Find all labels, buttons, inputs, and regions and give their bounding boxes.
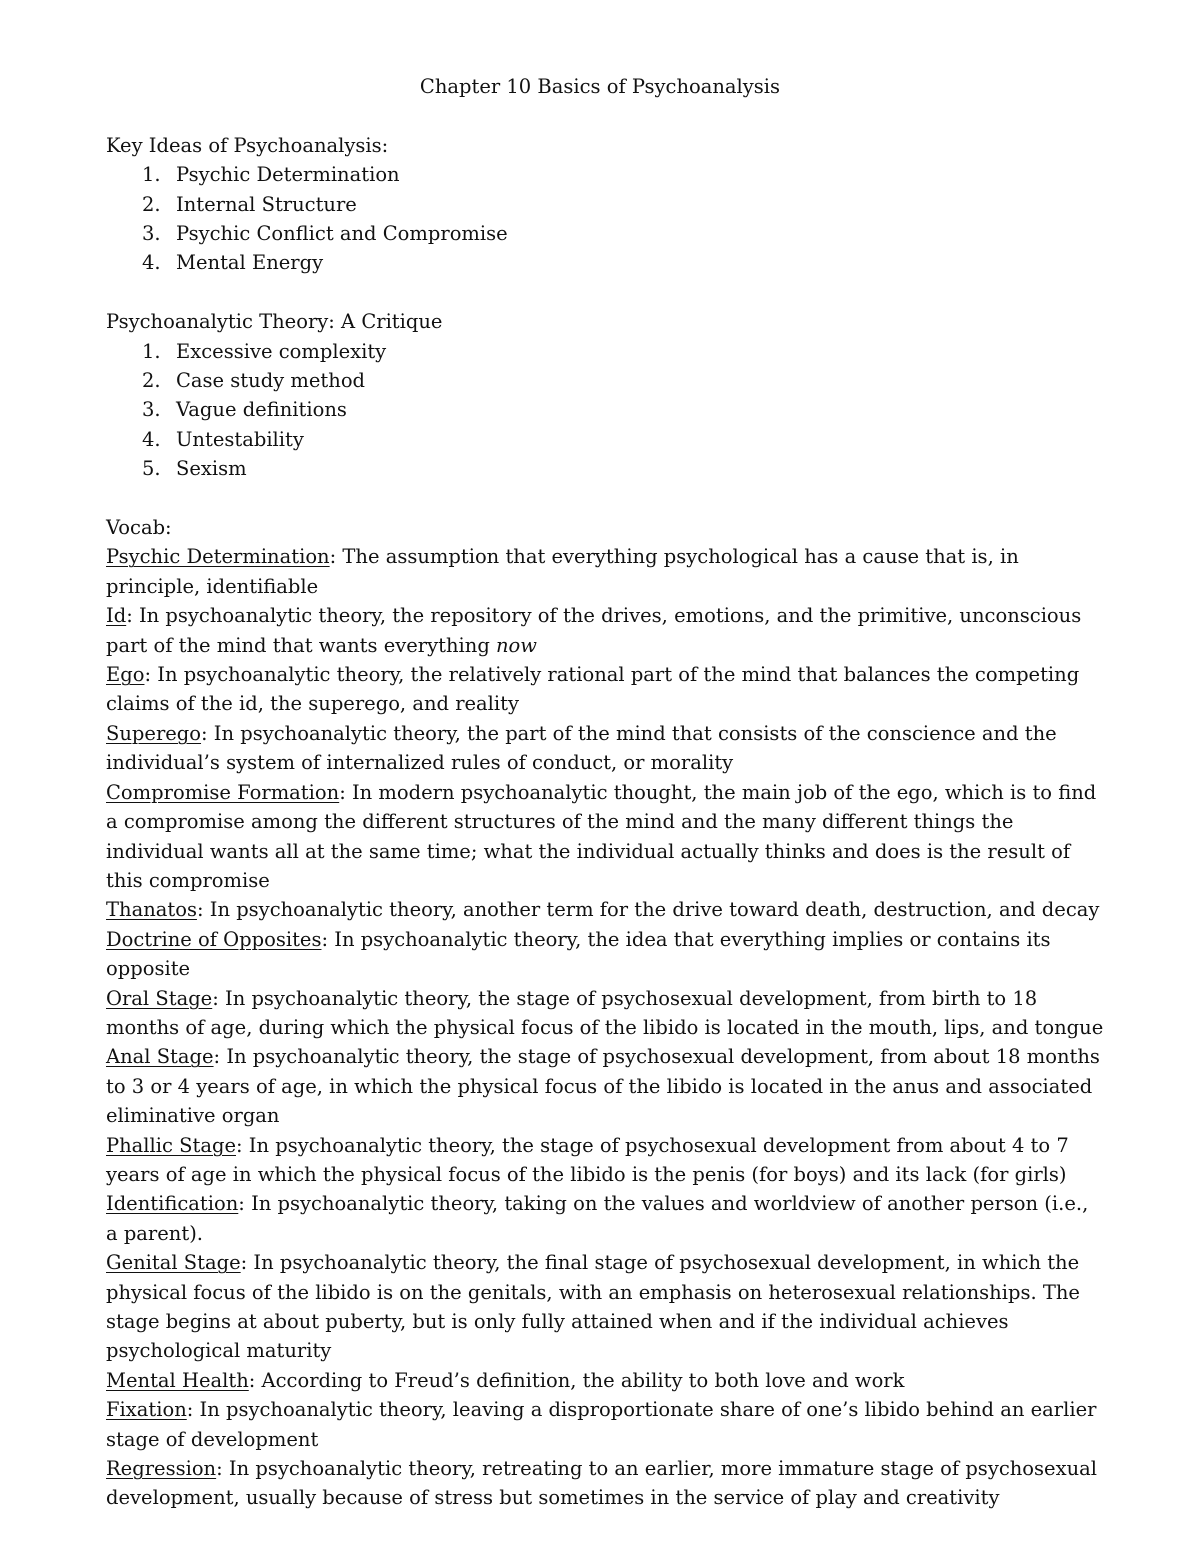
list-number: 4. <box>142 251 161 275</box>
vocab-term: Thanatos <box>106 898 197 922</box>
list-number: 1. <box>142 163 161 187</box>
list-number: 5. <box>142 457 161 481</box>
vocab-entry-mental-health <box>106 1366 1106 1395</box>
key-ideas-heading: Key Ideas of Psychoanalysis: <box>106 133 389 157</box>
vocab-term: Psychic Determination <box>106 545 330 569</box>
list-item-text: Case study method <box>176 369 366 393</box>
vocab-entry-doctrine-of-opposites <box>106 925 1106 984</box>
vocab-definition: : In psychoanalytic theory, the stage of psychosexual development from about 4 to 7 years of age in which the physical focus of the libido is the penis (for boys) and its lack (for girls) <box>106 1133 1069 1186</box>
vocab-entry-anal-stage <box>106 1042 1106 1130</box>
vocab-emphasis: now <box>496 633 537 657</box>
vocab-definition: : In psychoanalytic theory, the idea that everything implies or contains its opposite <box>106 927 1051 981</box>
list-number: 3. <box>142 398 161 422</box>
list-item <box>106 395 1106 424</box>
vocab-entry-ego <box>106 660 1106 719</box>
list-item-text: Mental Energy <box>176 251 324 275</box>
vocab-entry-phallic-stage <box>106 1131 1106 1190</box>
vocab-definition: : In psychoanalytic theory, the final stage of psychosexual development, in which the physical focus of the libido is on the genitals, with an emphasis on heterosexual relationships. The stage begins at about puberty, but is only fully attained when and if the individual achieves psychological maturity <box>106 1251 1080 1363</box>
vocab-term: Phallic Stage <box>106 1133 236 1157</box>
list-item <box>106 219 1106 248</box>
key-ideas-list <box>106 160 1106 278</box>
vocab-term: Ego <box>106 663 145 687</box>
list-item-text: Untestability <box>176 427 304 451</box>
list-number: 4. <box>142 427 161 451</box>
list-number: 1. <box>142 339 161 363</box>
vocab-term: Compromise Formation <box>106 780 340 804</box>
vocab-entry-psychic-determination <box>106 542 1106 601</box>
vocab-term: Genital Stage <box>106 1251 241 1275</box>
vocab-entry-superego <box>106 719 1106 778</box>
vocab-entry-compromise-formation <box>106 778 1106 896</box>
document-title: Chapter 10 Basics of Psychoanalysis <box>419 75 781 98</box>
vocab-term: Identification <box>106 1192 239 1216</box>
list-item <box>106 160 1106 189</box>
list-item-text: Internal Structure <box>176 192 357 216</box>
vocab-definition: : In psychoanalytic theory, retreating to an earlier, more immature stage of psychosexual development, usually because of stress but sometimes in the service of play and creativity <box>106 1457 1098 1510</box>
vocab-term: Mental Health <box>106 1368 249 1392</box>
vocab-entry-regression <box>106 1454 1106 1513</box>
vocab-entry-oral-stage <box>106 984 1106 1043</box>
vocab-entry-genital-stage <box>106 1248 1106 1366</box>
vocab-definition: : In psychoanalytic theory, the part of the mind that consists of the conscience and the individual’s system of internalized rules of conduct, or morality <box>106 721 1057 775</box>
vocab-entry-id <box>106 601 1106 660</box>
list-item-text: Vague definitions <box>176 398 347 422</box>
vocab-definition: : In modern psychoanalytic thought, the main job of the ego, which is to find a compromise among the different structures of the mind and the many different things the individual wants all at the same time; what the individual actually thinks and does is the result of this compromise <box>106 780 1097 892</box>
vocab-definition: : In psychoanalytic theory, another term for the drive toward death, destruction, and decay <box>196 898 1100 922</box>
vocab-term: Regression <box>106 1457 217 1481</box>
list-item-text: Psychic Conflict and Compromise <box>176 222 508 246</box>
list-item <box>106 454 1106 483</box>
critique-list <box>106 337 1106 484</box>
list-item <box>106 190 1106 219</box>
vocab-definition: : According to Freud’s definition, the ability to both love and work <box>248 1368 905 1392</box>
spacer <box>106 484 1106 513</box>
vocab-definition: : The assumption that everything psychological has a cause that is, in principle, identifiable <box>106 545 1019 598</box>
list-item-text: Sexism <box>176 457 247 481</box>
critique-heading: Psychoanalytic Theory: A Critique <box>106 310 443 334</box>
spacer <box>106 101 1106 130</box>
document-page <box>106 72 1106 1513</box>
vocab-entry-fixation <box>106 1395 1106 1454</box>
vocab-term: Id <box>106 604 127 628</box>
vocab-entry-thanatos <box>106 895 1106 924</box>
vocab-term: Doctrine of Opposites <box>106 927 322 951</box>
vocab-definition: : In psychoanalytic theory, the repository of the drives, emotions, and the primitive, unconscious part of the mind that wants everything <box>106 604 1082 657</box>
list-item <box>106 425 1106 454</box>
list-number: 2. <box>142 192 161 216</box>
vocab-term: Superego <box>106 721 202 745</box>
vocab-definition: : In psychoanalytic theory, leaving a disproportionate share of one’s libido behind an earlier stage of development <box>106 1398 1097 1451</box>
spacer <box>106 278 1106 307</box>
vocab-definition: : In psychoanalytic theory, the relatively rational part of the mind that balances the competing claims of the id, the superego, and reality <box>106 663 1080 716</box>
list-item <box>106 337 1106 366</box>
vocab-entry-identification <box>106 1189 1106 1248</box>
vocab-definition: : In psychoanalytic theory, the stage of psychosexual development, from birth to 18 months of age, during which the physical focus of the libido is located in the mouth, lips, and tongue <box>106 986 1104 1039</box>
list-item <box>106 366 1106 395</box>
vocab-term: Fixation <box>106 1398 187 1422</box>
vocab-definition: : In psychoanalytic theory, the stage of psychosexual development, from about 18 months to 3 or 4 years of age, in which the physical focus of the libido is located in the anus and associated eliminative organ <box>106 1045 1100 1128</box>
list-item <box>106 248 1106 277</box>
list-item-text: Excessive complexity <box>176 339 387 363</box>
vocab-definition: : In psychoanalytic theory, taking on the values and worldview of another person (i.e., a parent). <box>106 1192 1089 1245</box>
list-number: 3. <box>142 222 161 246</box>
vocab-term: Oral Stage <box>106 986 213 1010</box>
list-item-text: Psychic Determination <box>176 163 400 187</box>
vocab-heading: Vocab: <box>106 516 172 540</box>
vocab-term: Anal Stage <box>106 1045 214 1069</box>
list-number: 2. <box>142 369 161 393</box>
